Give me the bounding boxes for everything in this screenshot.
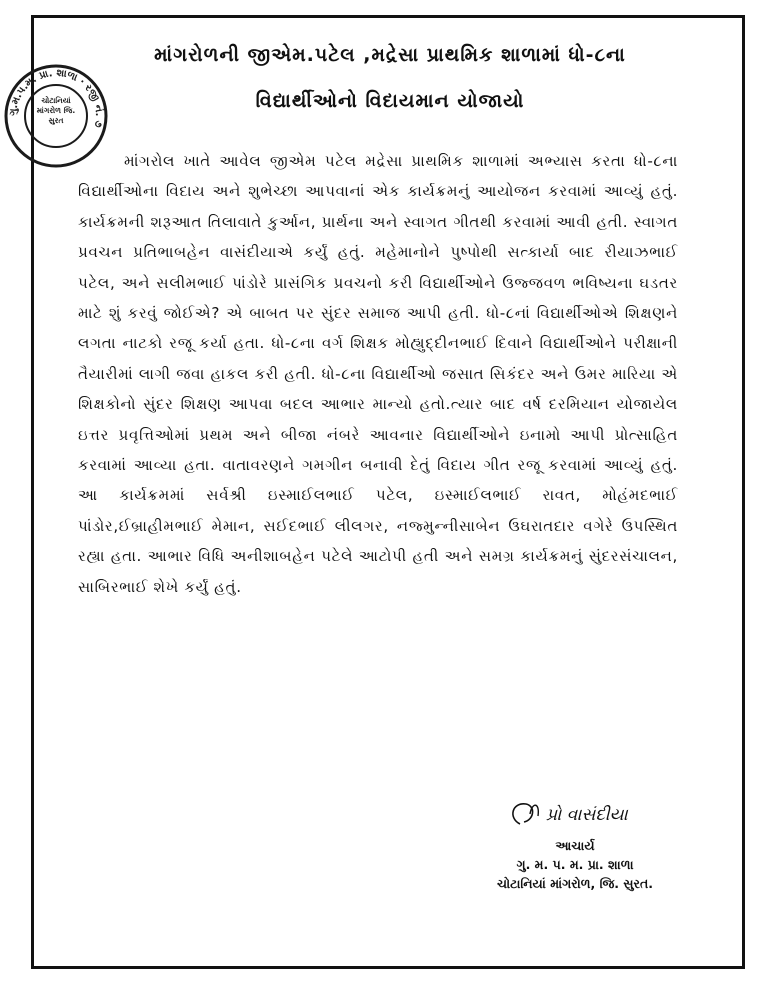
school-name: ગુ. મ. પ. મ. પ્રા. શાળા [516, 857, 634, 872]
signature-block [470, 792, 680, 893]
signature-name: પ્રો વાસંદીયા [546, 805, 628, 825]
headline-line-1: માંગરોળની જીએમ.પટેલ ,મદ્રેસા પ્રાથમિક શાળામાં ધો-૮ના [154, 44, 626, 66]
designation: આચાર્ય [555, 838, 595, 853]
headline-line-2: વિદ્યાર્થીઓનો વિદાયમાન યોજાયો [255, 90, 525, 112]
stamp-ring-text: ગુ.મ.પ.મ. પ્રા. શાળા · રજી નં. ૭ [7, 67, 105, 129]
handwritten-signature [500, 792, 650, 836]
school-address: ચોટાનિયાં માંગરોળ, જિ. સુરત. [496, 876, 654, 891]
article-body: માંગરોલ ખાતે આવેલ જીએમ પટેલ મદ્રેસા પ્રાથમિક શાળામાં અભ્યાસ કરતા ધો-૮ના વિદ્યાર્થીઓના વિદાય અને શુભેચ્છા આપવાનાં એક કાર્યક્રમનું આયોજન કરવામાં આવ્યું હતું. કાર્યક્રમની શરૂઆત તિલાવાતે કુર્આન, પ્રાર્થના અને સ્વાગત ગીતથી કરવામાં આવી હતી. સ્વાગત પ્રવચન પ્રતિભાબહેન વાસંદીયાએ કર્યું હતું. મહેમાનોને પુષ્પોથી સત્કાર્યા બાદ રીયાઝભાઈ પટેલ, અને સલીમભાઈ પાંડોરે પ્રાસંગિક પ્રવચનો કરી વિદ્યાર્થીઓને ઉજ્જવળ ભવિષ્યના ઘડતર માટે શું કરવું જોઈએ? એ બાબત પર સુંદર સમાજ આપી હતી. ધો-૮નાં વિદ્યાર્થીઓએ શિક્ષણને લગતા નાટકો રજૂ કર્યા હતા. ધો-૮ના વર્ગ શિક્ષક મોહ્યુદ્દીનભાઈ દિવાને વિદ્યાર્થીઓને પરીક્ષાની તૈયારીમાં લાગી જવા હાકલ કરી હતી. ધો-૮ના વિદ્યાર્થીઓ જસાત સિકંદર અને ઉમર મારિયા એ શિક્ષકોનો સુંદર શિક્ષણ આપવા બદલ આભાર માન્યો હતો.ત્યાર બાદ વર્ષ દરમિયાન યોજાયેલ ઇત્તર પ્રવૃત્તિઓમાં પ્રથમ અને બીજા નંબરે આવનાર વિદ્યાર્થીઓને ઇનામો આપી પ્રોત્સાહિત કરવામાં આવ્યા હતા. વાતાવરણને ગમગીન બનાવી દેતું વિદાય ગીત રજૂ કરવામાં આવ્યું હતું. આ કાર્યક્રમમાં સર્વશ્રી ઇસ્માઈલભાઈ પટેલ, ઇસ્માઈલભાઈ રાવત, મોહંમદભાઈ પાંડોર,ઈબ્રાહીમભાઈ મેમાન, સઈદભાઈ લીલગર, નજ્મુન્નીસાબેન ઉઘરાતદાર વગેરે ઉપસ્થિત રહ્યા હતા. આભાર વિધિ અનીશાબહેન પટેલે આટોપી હતી અને સમગ્ર કાર્યક્રમનું સુંદરસંચાલન, સાબિરભાઈ શેખે કર્યું હતું. [78, 152, 678, 596]
stamp-center-text: ચોટાનિયાં માંગરોળ જિ. સુરત [36, 96, 76, 125]
